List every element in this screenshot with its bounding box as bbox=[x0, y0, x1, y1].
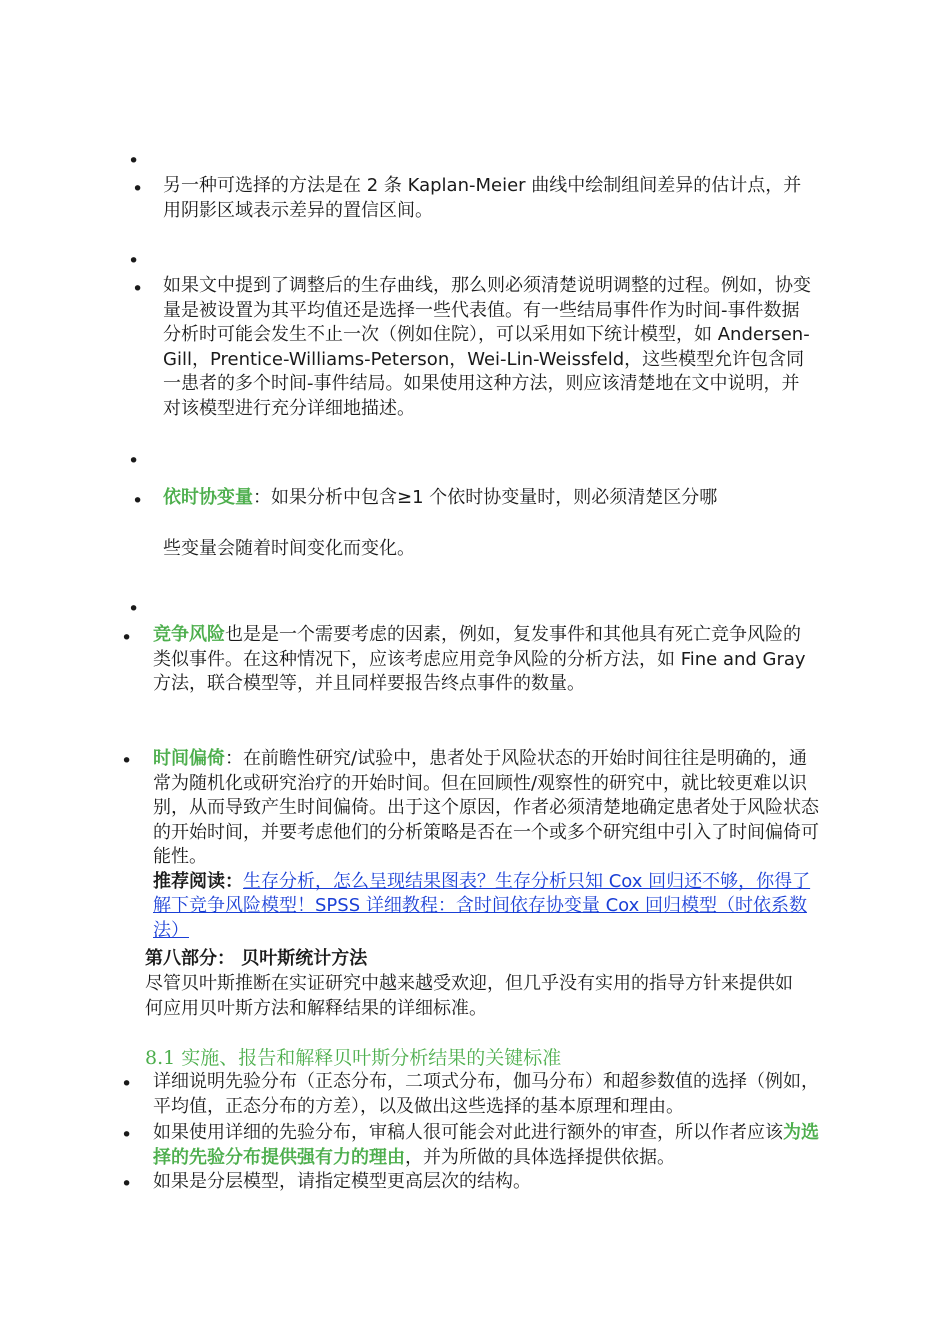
bullet: • bbox=[121, 1124, 133, 1146]
bullet: • bbox=[128, 450, 140, 472]
paragraph-km-difference: 另一种可选择的方法是在 2 条 Kaplan-Meier 曲线中绘制组间差异的估计点，并用阴影区域表示差异的置信区间。 bbox=[163, 175, 802, 221]
text: 如果使用详细的先验分布，审稿人很可能会对此进行额外的审查，所以作者应该 bbox=[153, 1122, 783, 1143]
recommended-reading-label: 推荐阅读： bbox=[153, 870, 243, 892]
text: ：在前瞻性研究/试验中，患者处于风险状态的开始时间往往是明确的，通常为随机化或研究治疗的开始时间。但在回顾性/观察性的研究中，就比较更难以识别，从而导致产生时间偏倚。出于这个原因，作者必须清楚地确定患者处于风险状态的开始时间，并要考虑他们的分析策略是否在一个或多个研究组中引入了时间偏倚可能性。 bbox=[153, 748, 819, 867]
bullet: • bbox=[128, 150, 140, 172]
bullet: • bbox=[132, 178, 144, 200]
bullet: • bbox=[132, 278, 144, 300]
term-competing-risk: 竞争风险 bbox=[153, 624, 225, 645]
bullet: • bbox=[121, 1073, 133, 1095]
text: 也是是一个需要考虑的因素，例如，复发事件和其他具有死亡竞争风险的类似事件。在这种情况下，应该考虑应用竞争风险的分析方法，如 Fine and Gray 方法，联合模型等，并且同样要报告终点事件的数量。 bbox=[153, 624, 806, 694]
bullet: • bbox=[128, 250, 140, 272]
criteria-item-prior: 详细说明先验分布（正态分布，二项式分布，伽马分布）和超参数值的选择（例如，平均值，正态分布的方差），以及做出这些选择的基本原理和理由。 bbox=[153, 1071, 819, 1117]
bullet: • bbox=[132, 490, 144, 512]
text: ，并为所做的具体选择提供依据。 bbox=[405, 1146, 675, 1168]
bullet: • bbox=[121, 750, 133, 772]
bullet: • bbox=[128, 598, 140, 620]
section-intro: 尽管贝叶斯推断在实证研究中越来越受欢迎，但几乎没有实用的指导方针来提供如何应用贝叶斯方法和解释结果的详细标准。 bbox=[145, 973, 793, 1019]
bullet: • bbox=[121, 627, 133, 649]
paragraph-time-dependent-cont: 些变量会随着时间变化而变化。 bbox=[163, 538, 415, 559]
recommended-reading-link[interactable]: 生存分析，怎么呈现结果图表？生存分析只知 Cox 回归还不够，你得了解下竞争风险模型！SPSS 详细教程：含时间依存协变量 Cox 回归模型（时依系数法） bbox=[153, 870, 811, 941]
section-title: 第八部分： 贝叶斯统计方法 bbox=[145, 948, 368, 969]
text: ：如果分析中包含≥1 个依时协变量时，则必须清楚区分哪 bbox=[253, 487, 718, 508]
paragraph-competing-risk bbox=[153, 623, 813, 697]
term-time-dependent-covariate: 依时协变量 bbox=[163, 487, 253, 508]
highlight-strong-justification: 为选择的先验分布提供强有力的理由 bbox=[153, 1122, 819, 1168]
paragraph-time-dependent bbox=[163, 486, 823, 511]
term-time-bias: 时间偏倚 bbox=[153, 748, 225, 769]
bullet: • bbox=[121, 1173, 133, 1195]
criteria-item-informative-prior bbox=[153, 1121, 825, 1170]
subsection-title: 8.1 实施、报告和解释贝叶斯分析结果的关键标准 bbox=[145, 1047, 562, 1069]
criteria-item-hierarchical: 如果是分层模型，请指定模型更高层次的结构。 bbox=[153, 1171, 531, 1192]
paragraph-time-bias bbox=[153, 747, 821, 943]
paragraph-adjusted-curves: 如果文中提到了调整后的生存曲线，那么则必须清楚说明调整的过程。例如，协变量是被设置为其平均值还是选择一些代表值。有一些结局事件作为时间-事件数据分析时可能会发生不止一次（例如住院），可以采用如下统计模型，如 Andersen-Gill，Prentice-Williams-Peterson，Wei-Lin-Weissfeld，这些模型允许包含同一患者的多个时间-事件结局。如果使用这种方法，则应该清楚地在文中说明，并对该模型进行充分详细地描述。 bbox=[163, 275, 811, 419]
